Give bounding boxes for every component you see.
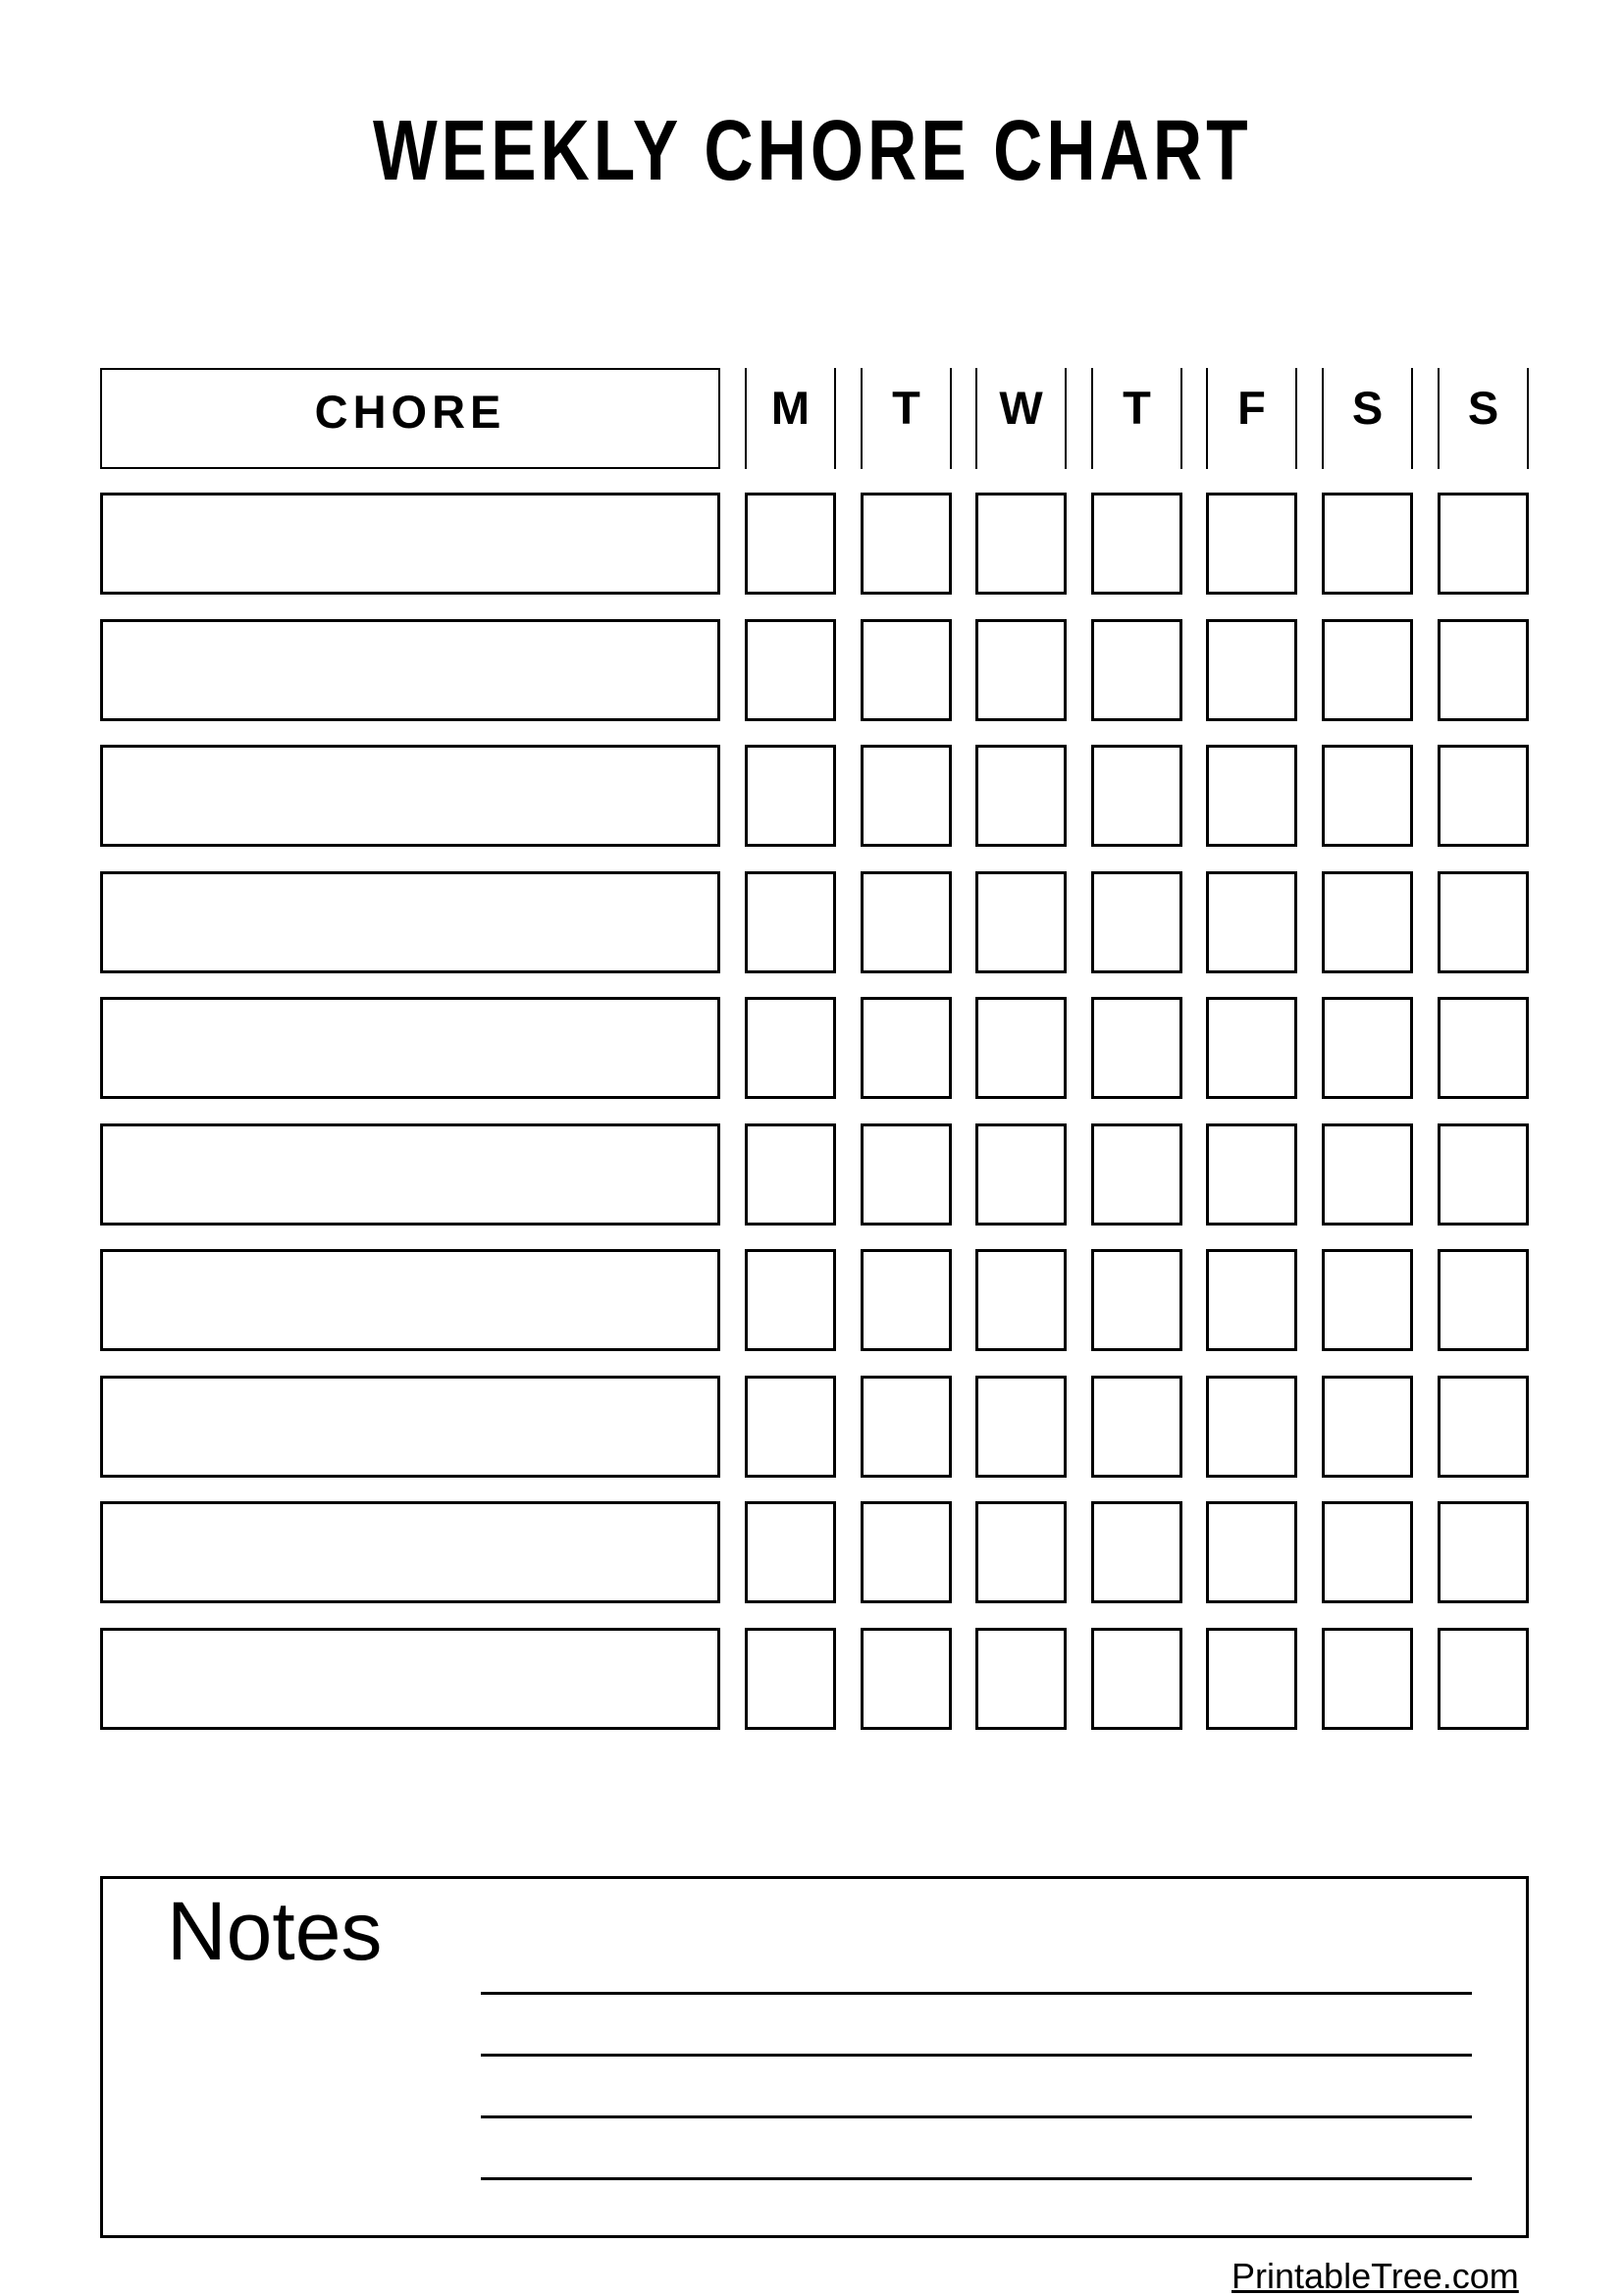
chore-name-field-7[interactable] [100, 1249, 720, 1351]
checkbox-row6-tuesday[interactable] [861, 1123, 952, 1226]
checkbox-row8-wednesday[interactable] [975, 1376, 1067, 1478]
chore-name-field-4[interactable] [100, 871, 720, 973]
checkbox-row5-sunday[interactable] [1438, 997, 1529, 1099]
checkbox-row9-monday[interactable] [745, 1501, 836, 1603]
day-header-friday [1206, 368, 1297, 469]
day-header-letter: S [1351, 382, 1384, 434]
checkbox-row5-saturday[interactable] [1322, 997, 1413, 1099]
checkbox-row6-thursday[interactable] [1091, 1123, 1182, 1226]
checkbox-row10-wednesday[interactable] [975, 1628, 1067, 1730]
checkbox-row8-friday[interactable] [1206, 1376, 1297, 1478]
checkbox-row5-friday[interactable] [1206, 997, 1297, 1099]
checkbox-row2-saturday[interactable] [1322, 619, 1413, 721]
chore-name-field-9[interactable] [100, 1501, 720, 1603]
checkbox-row1-saturday[interactable] [1322, 493, 1413, 595]
checkbox-row4-monday[interactable] [745, 871, 836, 973]
checkbox-row8-thursday[interactable] [1091, 1376, 1182, 1478]
checkbox-row3-wednesday[interactable] [975, 745, 1067, 847]
checkbox-row6-friday[interactable] [1206, 1123, 1297, 1226]
checkbox-row2-wednesday[interactable] [975, 619, 1067, 721]
chore-name-field-6[interactable] [100, 1123, 720, 1226]
notes-line-1[interactable] [481, 1992, 1472, 1995]
checkbox-row10-thursday[interactable] [1091, 1628, 1182, 1730]
day-header-letter: W [999, 382, 1043, 434]
checkbox-row8-saturday[interactable] [1322, 1376, 1413, 1478]
checkbox-row3-friday[interactable] [1206, 745, 1297, 847]
checkbox-row2-friday[interactable] [1206, 619, 1297, 721]
checkbox-row7-monday[interactable] [745, 1249, 836, 1351]
chore-name-field-1[interactable] [100, 493, 720, 595]
checkbox-row3-monday[interactable] [745, 745, 836, 847]
checkbox-row4-friday[interactable] [1206, 871, 1297, 973]
checkbox-row7-wednesday[interactable] [975, 1249, 1067, 1351]
checkbox-row3-thursday[interactable] [1091, 745, 1182, 847]
checkbox-row8-monday[interactable] [745, 1376, 836, 1478]
checkbox-row9-saturday[interactable] [1322, 1501, 1413, 1603]
checkbox-row7-sunday[interactable] [1438, 1249, 1529, 1351]
chore-name-field-10[interactable] [100, 1628, 720, 1730]
checkbox-row2-tuesday[interactable] [861, 619, 952, 721]
checkbox-row9-tuesday[interactable] [861, 1501, 952, 1603]
checkbox-row4-saturday[interactable] [1322, 871, 1413, 973]
day-header-letter: T [1123, 382, 1151, 434]
day-header-tuesday [861, 368, 952, 469]
checkbox-row7-tuesday[interactable] [861, 1249, 952, 1351]
checkbox-row10-friday[interactable] [1206, 1628, 1297, 1730]
checkbox-row8-sunday[interactable] [1438, 1376, 1529, 1478]
checkbox-row3-sunday[interactable] [1438, 745, 1529, 847]
checkbox-row4-wednesday[interactable] [975, 871, 1067, 973]
chore-name-field-3[interactable] [100, 745, 720, 847]
day-header-thursday [1091, 368, 1182, 469]
notes-line-3[interactable] [481, 2115, 1472, 2118]
checkbox-row1-friday[interactable] [1206, 493, 1297, 595]
chore-column-header [100, 368, 720, 469]
checkbox-row9-friday[interactable] [1206, 1501, 1297, 1603]
checkbox-row9-sunday[interactable] [1438, 1501, 1529, 1603]
day-header-saturday [1322, 368, 1413, 469]
day-header-sunday [1438, 368, 1529, 469]
checkbox-row10-saturday[interactable] [1322, 1628, 1413, 1730]
chore-name-field-8[interactable] [100, 1376, 720, 1478]
notes-line-4[interactable] [481, 2177, 1472, 2180]
checkbox-row5-tuesday[interactable] [861, 997, 952, 1099]
checkbox-row6-sunday[interactable] [1438, 1123, 1529, 1226]
chore-name-field-5[interactable] [100, 997, 720, 1099]
checkbox-row9-thursday[interactable] [1091, 1501, 1182, 1603]
day-header-monday [745, 368, 836, 469]
checkbox-row7-friday[interactable] [1206, 1249, 1297, 1351]
checkbox-row4-sunday[interactable] [1438, 871, 1529, 973]
checkbox-row8-tuesday[interactable] [861, 1376, 952, 1478]
printabletree-link[interactable]: PrintableTree.com [1231, 2256, 1519, 2296]
checkbox-row4-thursday[interactable] [1091, 871, 1182, 973]
checkbox-row7-thursday[interactable] [1091, 1249, 1182, 1351]
checkbox-row3-tuesday[interactable] [861, 745, 952, 847]
checkbox-row6-wednesday[interactable] [975, 1123, 1067, 1226]
checkbox-row1-thursday[interactable] [1091, 493, 1182, 595]
checkbox-row6-saturday[interactable] [1322, 1123, 1413, 1226]
chore-name-field-2[interactable] [100, 619, 720, 721]
checkbox-row10-sunday[interactable] [1438, 1628, 1529, 1730]
checkbox-row2-monday[interactable] [745, 619, 836, 721]
day-header-letter: T [892, 382, 920, 434]
checkbox-row7-saturday[interactable] [1322, 1249, 1413, 1351]
day-header-letter: F [1237, 382, 1266, 434]
day-header-wednesday [975, 368, 1067, 469]
checkbox-row4-tuesday[interactable] [861, 871, 952, 973]
chore-column-header-label: CHORE [314, 386, 506, 438]
day-header-letter: S [1467, 382, 1499, 434]
checkbox-row5-monday[interactable] [745, 997, 836, 1099]
checkbox-row10-monday[interactable] [745, 1628, 836, 1730]
checkbox-row9-wednesday[interactable] [975, 1501, 1067, 1603]
checkbox-row1-monday[interactable] [745, 493, 836, 595]
checkbox-row1-sunday[interactable] [1438, 493, 1529, 595]
checkbox-row2-sunday[interactable] [1438, 619, 1529, 721]
checkbox-row2-thursday[interactable] [1091, 619, 1182, 721]
notes-label: Notes [167, 1885, 383, 1977]
checkbox-row10-tuesday[interactable] [861, 1628, 952, 1730]
checkbox-row1-tuesday[interactable] [861, 493, 952, 595]
page-title [0, 103, 1624, 198]
checkbox-row1-wednesday[interactable] [975, 493, 1067, 595]
checkbox-row6-monday[interactable] [745, 1123, 836, 1226]
notes-line-2[interactable] [481, 2054, 1472, 2057]
checkbox-row3-saturday[interactable] [1322, 745, 1413, 847]
checkbox-row5-thursday[interactable] [1091, 997, 1182, 1099]
day-header-letter: M [770, 382, 811, 434]
checkbox-row5-wednesday[interactable] [975, 997, 1067, 1099]
page-title-text: WEEKLY CHORE CHART [372, 103, 1252, 198]
